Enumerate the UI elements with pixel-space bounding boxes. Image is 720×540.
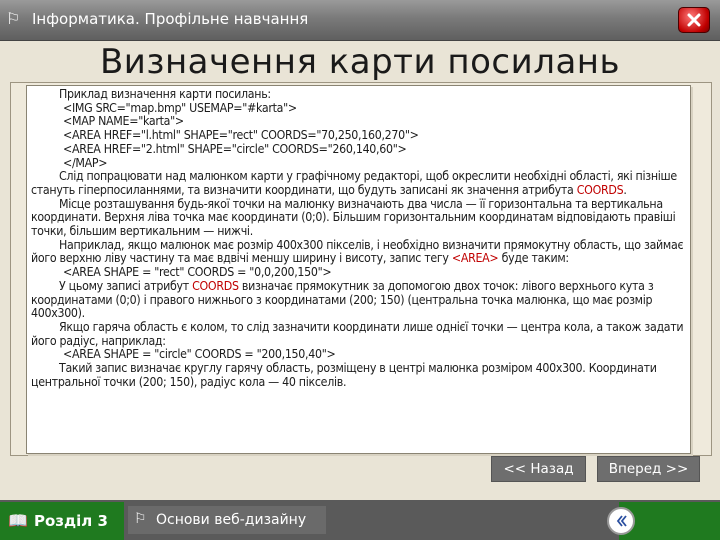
back-button[interactable]: << Назад [491,456,586,482]
pennant-icon: ⚐ [6,9,21,28]
content-panel [26,85,691,454]
paragraph-text: . [623,182,627,197]
paragraph-text: визначає прямокутник за допомогою двох точок: лівого верхнього кута з координатами (0;0) і правого нижнього з координатами (200; 150) (центральна точка малюнка, що має розмір 400x300). [31,278,654,321]
paragraph-text: буде таким: [498,251,569,266]
paragraph [31,280,686,321]
subsection-label: Основи веб-дизайну [156,512,307,528]
code-line: <AREA HREF="l.html" SHAPE="rect" COORDS="70,250,160,270"> [63,128,419,143]
course-title: Інформатика. Профільне навчання [32,10,309,28]
highlight-term: <AREA> [451,251,499,266]
paragraph-text: У цьому записі атрибут [59,278,193,293]
back-nav-button[interactable] [607,507,635,535]
title-bar [0,0,720,41]
code-line: <IMG SRC="map.bmp" USEMAP="#karta"> [63,100,297,115]
close-button[interactable] [678,7,710,33]
paragraph: Місце розташування будь-якої точки на малюнку визначають два числа — її горизонтальна та вертикальна координати. Верхня ліва точка має координати (0;0). Більшим горизонтальним координатам відповідають правіші точки, більшим вертикальним — нижчі. [31,196,676,239]
paragraph-text: Наприклад, якщо малюнок має розмір 400x300 пікселів, і необхідно визначити прямокутну область, що займає його верхню ліву частину та має вдвічі меншу ширину і висоту, запис тегу [31,237,684,266]
code-line: </MAP> [63,155,108,170]
intro-line: Приклад визначення карти посилань: [59,87,271,101]
paragraph [31,239,686,266]
next-button[interactable]: Вперед >> [597,456,700,482]
code-line: <AREA SHAPE = "rect" COORDS = "0,0,200,150"> [63,265,332,280]
slide-title: Визначення карти посилань [99,42,621,82]
paragraph [31,170,686,197]
chevron-left-circle-icon [613,513,629,529]
pennant-icon: ⚐ [134,511,147,527]
close-icon [686,12,702,28]
code-line: <AREA HREF="2.html" SHAPE="circle" COORDS="260,140,60"> [63,141,407,156]
paragraph: Якщо гаряча область є колом, то слід зазначити координати лише однієї точки — центра кола, а також задати його радіус, наприклад: [31,319,684,348]
paragraph: Такий запис визначає круглу гарячу область, розміщену в центрі малюнка розміром 400x300. Координати центральної точки (200; 150), радіус кола — 40 пікселів. [31,361,657,389]
subsection-tab[interactable] [128,506,326,534]
code-line: <MAP NAME="karta"> [63,114,184,129]
paragraph-text: Слід попрацювати над малюнком карти у графічному редакторі, щоб окреслити необхідні області, які пізніше стануть гіперпосиланнями, та визначити координати, що будуть записані як значення атрибута [31,169,677,197]
code-line: <AREA SHAPE = "circle" COORDS = "200,150,40"> [63,347,336,362]
highlight-term: COORDS [192,278,239,293]
section-tab[interactable] [0,502,124,540]
highlight-term: COORDS [576,182,624,197]
book-icon: 📖 [8,511,28,530]
section-label: Розділ 3 [34,512,108,530]
